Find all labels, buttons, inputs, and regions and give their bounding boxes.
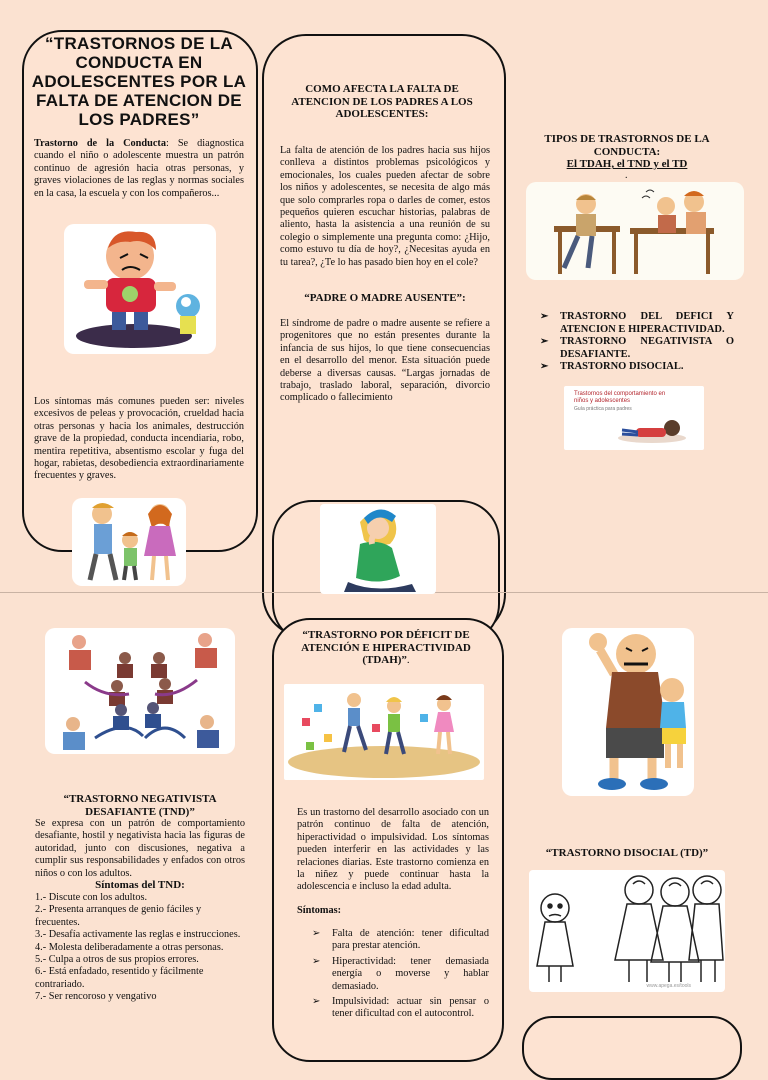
tnd-symptom-item: 1.- Discute con los adultos. [35,892,148,903]
panel3-dot: . [625,170,628,181]
sad-girl-illustration [320,504,436,594]
tnd-symptoms-list [35,892,245,1004]
tnd-symptom-item: 7.- Ser rencoroso y vengativo [35,991,157,1003]
tnd-symptom-item: 4.- Molesta deliberadamente a otras personas. [35,941,224,953]
tdah-symptom-item: ➢ Impulsividad: actuar sin pensar o tener dificultad con el autocontrol. [310,996,489,1021]
disorder-type-item: ➢ TRASTORNO DISOCIAL. [538,361,734,374]
panel2-heading: COMO AFECTA LA FALTA DE ATENCION DE LOS PADRES A LOS ADOLESCENTES: [291,83,473,120]
disorder-type-item: ➢ TRASTORNO DEL DEFICI Y ATENCION E HIPERACTIVIDAD. [538,311,734,336]
tdah-heading-text: “TRASTORNO POR DÉFICIT DE ATENCIÓN E HIPERACTIVIDAD (TDAH)” [301,629,471,666]
disorder-types-list [538,311,734,374]
classroom-illustration [526,182,744,280]
absent-parent-heading: “PADRE O MADRE AUSENTE”: [304,292,466,304]
panel2-paragraph: La falta de atención de los padres hacia sus hijos conlleva a distintos problemas psicológicos y emocionales, los cuales pueden afectar de sobre los niños y adolescentes, se necesita de algo más que solo comprarles ropa o darles de comer, estos pequeños quieren escuchar historias, palabras de aliento, hasta la asistencia a una reunión de su colegio o simplemente una pregunta como: ¿Hijo, como estuvo tu día de hoy?, ¿Necesitas ayuda en tu tarea?, ¿Te lo has pasado bien hoy en el cole? [280,145,490,268]
panel3-heading-line1: TIPOS DE TRASTORNOS DE LA CONDUCTA: [544,133,710,158]
guide-cover-illustration [564,386,704,450]
tdah-heading [288,629,484,667]
absent-parent-paragraph: El síndrome de padre o madre ausente se refiere a progenitores que no están presentes durante la infancia de sus hijos, lo que tiene consecuencias en el desarrollo del menor. Esta situación puede deberse a diversas causas. “Largas jornadas de trabajo, traslado laboral, separación, divorcio complicado o fallecimiento [280,318,490,404]
tdah-symptoms-list [310,928,489,1024]
panel3-heading-line2: El TDAH, el TND y el TD [566,158,688,170]
tnd-symptom-item: 6.- Está enfadado, resentido y fácilmente contrariado. [35,966,204,990]
family-illustration [72,498,186,586]
panel3-heading [532,133,722,171]
tnd-symptom-item: 3.- Desafía activamente las reglas e instrucciones. [35,929,241,941]
tdah-heading-end: . [406,654,410,666]
kids-playing-illustration [284,684,484,780]
disorder-type-item: ➢ TRASTORNO NEGATIVISTA O DESAFIANTE. [538,336,734,361]
bully-illustration [562,628,694,796]
illustration-watermark: www.apega.es/tools [646,983,691,989]
guide-cover-title: Trastornos del comportamiento en niños y adolescentes [574,391,666,404]
tnd-symptom-item: 2.- Presenta arranques de genio fáciles y frecuentes. [35,904,202,928]
angry-child-illustration [64,224,216,354]
isolated-child-illustration [529,870,725,992]
conduct-definition [34,138,244,200]
panel6-bottom-frame [522,1016,742,1080]
conflict-illustration [45,628,235,754]
panel1-title: “TRASTORNOS DE LA CONDUCTA EN ADOLESCENTES POR LA FALTA DE ATENCION DE LOS PADRES” [31,34,247,129]
guide-cover-subtitle: Guía práctica para padres [574,406,632,412]
tdah-paragraph: Es un trastorno del desarrollo asociado con un patrón continuo de falta de atención, hiperactividad o impulsividad. Los síntomas pueden interferir en las actividades y las relaciones diarias. Este trastorno comienza en la niñez y puede continuar hasta la adolescencia e incluso la edad adulta. [297,807,489,893]
tdah-symptom-item: ➢ Falta de atención: tener dificultad para prestar atención. [310,928,489,953]
conduct-definition-text: : Se diagnostica cuando el niño o adolescente muestra un patrón continuo de agresión hacia otras personas, y graves violaciones de las reglas y normas sociales en la casa, la escuela y con los compañeros... [34,138,245,199]
tnd-symptom-item: 5.- Culpa a otros de sus propios errores. [35,954,199,966]
common-symptoms-text: Los síntomas más comunes pueden ser: niveles excesivos de peleas y provocación, crueldad hacia otras personas y hacia los animales, destrucción grave de la propiedad, conducta incendiaria, robo, mentira repetitiva, absentismo escolar y fuga del hogar, rabietas, desobediencia extraordinariamente frecuentes y graves. [34,396,244,482]
tdah-symptoms-heading: Síntomas: [297,905,342,916]
tnd-paragraph: Se expresa con un patrón de comportamiento desafiante, hostil y negativista hacia las figuras de autoridad, junto con discusiones, negativa a cumplir sus responsabilidades y enfados con otros niños o con los adultos. [35,818,245,879]
tnd-symptoms-heading: Síntomas del TND: [95,879,185,891]
tdah-symptom-item: ➢ Hiperactividad: tener demasiada energía o moverse y hablar demasiado. [310,956,489,993]
conduct-definition-term: Trastorno de la Conducta [34,138,166,149]
td-heading: “TRASTORNO DISOCIAL (TD)” [545,847,709,859]
tnd-heading: “TRASTORNO NEGATIVISTA DESAFIANTE (TND)” [63,793,217,818]
